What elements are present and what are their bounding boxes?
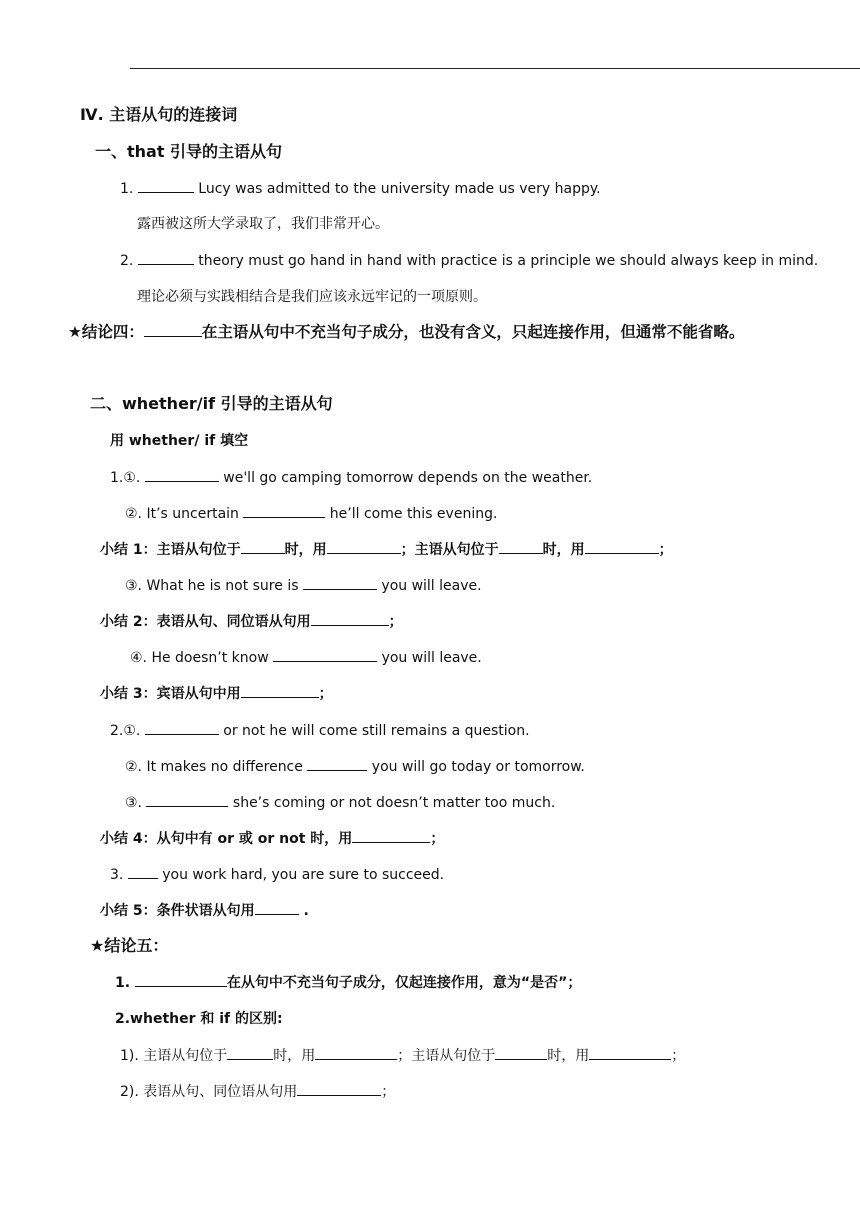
summary-text: ；主语从句位于 bbox=[400, 542, 499, 558]
part1-heading: 一、that 引导的主语从句 bbox=[95, 142, 283, 161]
exercise-number: 1. bbox=[120, 181, 134, 197]
exercise-text: she’s coming or not doesn’t matter too much. bbox=[228, 795, 556, 811]
conclusion-text: 1). 主语从句位于 bbox=[120, 1048, 228, 1064]
section-title: Ⅳ. 主语从句的连接词 bbox=[80, 105, 238, 124]
conclusion-text: ； bbox=[671, 1048, 686, 1064]
answer-blank[interactable] bbox=[145, 720, 219, 735]
answer-blank[interactable] bbox=[243, 503, 325, 518]
exercise-number: 2. bbox=[120, 253, 134, 269]
conclusion-text: 时，用 bbox=[273, 1048, 316, 1064]
answer-blank[interactable] bbox=[297, 1081, 381, 1096]
exercise-prefix: ②. It’s uncertain bbox=[125, 506, 244, 522]
exercise-2b bbox=[125, 756, 585, 777]
summary-text: 小结 2：表语从句、同位语从句用 bbox=[100, 614, 311, 630]
conclusion-text: 时，用 bbox=[547, 1048, 590, 1064]
exercise-text: you will go today or tomorrow. bbox=[367, 759, 585, 775]
answer-blank[interactable] bbox=[145, 467, 219, 482]
answer-blank[interactable] bbox=[327, 539, 401, 554]
exercise-prefix: 2.①. bbox=[110, 723, 145, 739]
answer-blank[interactable] bbox=[135, 972, 227, 987]
summary-text: . bbox=[298, 903, 309, 919]
summary-text: 小结 5：条件状语从句用 bbox=[100, 903, 255, 919]
answer-blank[interactable] bbox=[241, 683, 319, 698]
answer-blank[interactable] bbox=[585, 539, 659, 554]
exercise-text: theory must go hand in hand with practice is a principle we should always keep in mind. bbox=[193, 253, 819, 269]
conclusion-5-title: ★结论五： bbox=[90, 936, 169, 955]
conclusion-5-line2: 2.whether 和 if 的区别: bbox=[115, 1011, 283, 1027]
exercise-2c bbox=[125, 792, 555, 813]
exercise-prefix: 1.①. bbox=[110, 470, 145, 486]
answer-blank[interactable] bbox=[589, 1045, 671, 1060]
summary-text: ； bbox=[658, 542, 673, 558]
exercise-prefix: ④. He doesn’t know bbox=[130, 650, 274, 666]
conclusion-text: 在从句中不充当句子成分，仅起连接作用，意为“是否”； bbox=[226, 975, 582, 991]
summary-2 bbox=[100, 611, 403, 632]
conclusion-text: ； bbox=[381, 1084, 396, 1100]
answer-blank[interactable] bbox=[303, 575, 377, 590]
exercise-prefix: 3. bbox=[110, 867, 128, 883]
answer-blank[interactable] bbox=[138, 250, 194, 265]
conclusion-text: 1. bbox=[115, 975, 135, 991]
answer-blank[interactable] bbox=[144, 322, 202, 337]
exercise-prefix: ②. It makes no difference bbox=[125, 759, 308, 775]
conclusion-5-line3 bbox=[120, 1045, 685, 1066]
part2-subheading: 用 whether/ if 填空 bbox=[110, 433, 249, 449]
exercise-1 bbox=[120, 178, 601, 199]
conclusion-4 bbox=[68, 322, 744, 342]
conclusion-text: 在主语从句中不充当句子成分，也没有含义，只起连接作用，但通常不能省略。 bbox=[201, 323, 745, 341]
exercise-1b bbox=[125, 503, 497, 524]
summary-1 bbox=[100, 539, 673, 560]
exercise-1c bbox=[125, 575, 482, 596]
exercise-text: or not he will come still remains a question. bbox=[218, 723, 530, 739]
header-rule bbox=[130, 68, 860, 69]
exercise-1d bbox=[130, 647, 482, 668]
part2-heading: 二、whether/if 引导的主语从句 bbox=[90, 394, 333, 413]
answer-blank[interactable] bbox=[311, 611, 389, 626]
exercise-3 bbox=[110, 864, 444, 885]
exercise-prefix: ③. What he is not sure is bbox=[125, 578, 303, 594]
exercise-text: you work hard, you are sure to succeed. bbox=[157, 867, 445, 883]
exercise-text: we'll go camping tomorrow depends on the weather. bbox=[218, 470, 593, 486]
summary-text: ； bbox=[430, 831, 445, 847]
answer-blank[interactable] bbox=[146, 792, 228, 807]
conclusion-text: 2). 表语从句、同位语从句用 bbox=[120, 1084, 298, 1100]
summary-text: 小结 3：宾语从句中用 bbox=[100, 686, 241, 702]
translation-1: 露西被这所大学录取了，我们非常开心。 bbox=[137, 216, 389, 232]
exercise-prefix: ③. bbox=[125, 795, 147, 811]
answer-blank[interactable] bbox=[128, 864, 158, 879]
conclusion-5-line4 bbox=[120, 1081, 395, 1102]
exercise-text: Lucy was admitted to the university made us very happy. bbox=[193, 181, 601, 197]
summary-text: 时，用 bbox=[284, 542, 327, 558]
answer-blank[interactable] bbox=[273, 647, 377, 662]
summary-5 bbox=[100, 900, 309, 921]
conclusion-5-line1 bbox=[115, 972, 581, 993]
summary-text: 时，用 bbox=[542, 542, 585, 558]
answer-blank[interactable] bbox=[227, 1045, 273, 1060]
exercise-text: you will leave. bbox=[376, 578, 482, 594]
exercise-text: he’ll come this evening. bbox=[325, 506, 498, 522]
exercise-2a bbox=[110, 720, 530, 741]
summary-text: ； bbox=[388, 614, 403, 630]
exercise-text: you will leave. bbox=[377, 650, 482, 666]
summary-text: 小结 1：主语从句位于 bbox=[100, 542, 241, 558]
answer-blank[interactable] bbox=[138, 178, 194, 193]
summary-text: 小结 4：从句中有 or 或 or not 时，用 bbox=[100, 831, 353, 847]
conclusion-text: ；主语从句位于 bbox=[397, 1048, 496, 1064]
summary-3 bbox=[100, 683, 333, 704]
exercise-2 bbox=[120, 250, 818, 271]
conclusion-prefix: ★结论四： bbox=[68, 323, 144, 341]
answer-blank[interactable] bbox=[307, 756, 367, 771]
translation-2: 理论必须与实践相结合是我们应该永远牢记的一项原则。 bbox=[137, 289, 487, 305]
answer-blank[interactable] bbox=[495, 1045, 547, 1060]
answer-blank[interactable] bbox=[315, 1045, 397, 1060]
answer-blank[interactable] bbox=[255, 900, 299, 915]
summary-text: ； bbox=[318, 686, 333, 702]
summary-4 bbox=[100, 828, 444, 849]
exercise-1a bbox=[110, 467, 592, 488]
answer-blank[interactable] bbox=[499, 539, 543, 554]
answer-blank[interactable] bbox=[241, 539, 285, 554]
answer-blank[interactable] bbox=[352, 828, 430, 843]
